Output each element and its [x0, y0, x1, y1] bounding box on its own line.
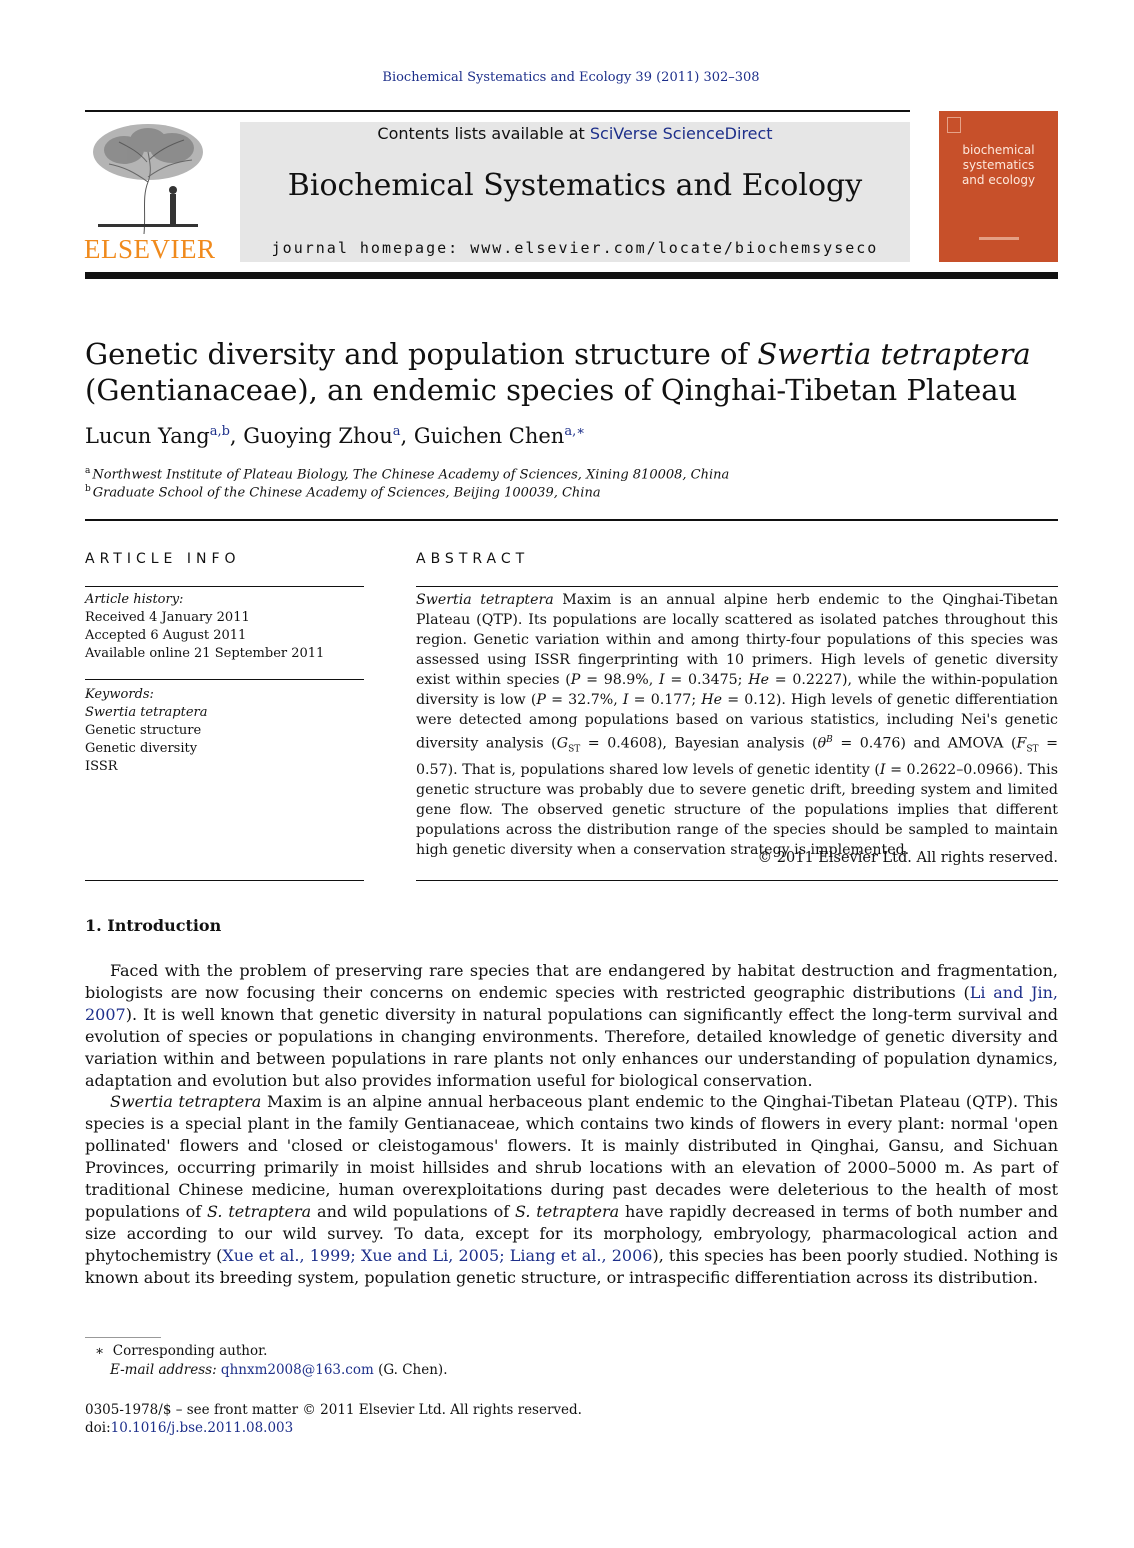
doi-line — [85, 1419, 582, 1437]
history-item: Received 4 January 2011 — [85, 610, 250, 625]
abstract-var: I — [622, 692, 629, 708]
abstract-species: Swertia tetraptera — [416, 592, 554, 608]
email-note — [110, 1362, 448, 1378]
author-affiliation-marker[interactable]: a,b — [209, 424, 230, 439]
section-rule — [85, 519, 1058, 521]
abstract-span: = 0.2227), while the within-population diversity is low ( — [416, 672, 1059, 708]
history-item: Available online 21 September 2011 — [85, 646, 325, 661]
abstract-var: P — [536, 692, 546, 708]
abstract-var: He — [748, 672, 769, 688]
paragraph-text: have rapidly decreased in terms of both number and size according to our wild survey. To data, except for its morphology, embryology, pharmacological action and phytochemistry ( — [85, 1202, 1059, 1265]
abstract-var: He — [701, 692, 723, 708]
affiliation-text: Graduate School of the Chinese Academy of Sciences, Beijing 100039, China — [92, 485, 601, 501]
abstract-span: = 0.3475; — [664, 672, 749, 688]
keywords-label: Keywords: — [85, 687, 154, 702]
paragraph-text: ). It is well known that genetic diversity in natural populations can significantly effect the long-term survival and evolution of species or populations in changing environments. Therefore, detailed knowledge of genetic diversity and variation within and between populations in rare plants not only enhances our understanding of population dynamics, adaptation and evolution but also provides information useful for biological conservation. — [85, 1005, 1058, 1090]
introduction-heading: 1. Introduction — [85, 916, 222, 935]
article-title — [85, 336, 1065, 408]
author-affiliation-marker[interactable]: a,∗ — [564, 424, 586, 439]
copyright-notice: © 2011 Elsevier Ltd. All rights reserved. — [757, 850, 1058, 866]
paragraph-text: ), this species has been poorly studied. Nothing is known about its breeding system, population genetic structure, or intraspecific differentiation across its distribution. — [85, 1246, 1058, 1287]
sciencedirect-link[interactable]: SciVerse ScienceDirect — [589, 124, 773, 143]
keywords — [85, 686, 365, 776]
keyword[interactable]: Genetic structure — [85, 723, 202, 738]
author-name[interactable]: Lucun Yang — [85, 424, 210, 448]
cover-title-line: biochemical — [962, 143, 1035, 157]
title-species: Swertia tetraptera — [757, 337, 1031, 371]
keyword[interactable]: ISSR — [85, 759, 118, 774]
elsevier-logo[interactable] — [84, 122, 216, 264]
abstract-var: G — [556, 735, 569, 752]
article-info-rule — [85, 880, 364, 881]
elsevier-mini-logo-icon — [947, 117, 961, 133]
paragraph-text: and wild populations of — [311, 1202, 515, 1221]
abstract-subscript: ST — [1026, 744, 1039, 755]
email-suffix: (G. Chen). — [373, 1362, 448, 1378]
history-item: Accepted 6 August 2011 — [85, 628, 247, 643]
abstract-span: = 0.476) and AMOVA ( — [832, 735, 1017, 752]
footnote-star: ∗ — [95, 1343, 105, 1359]
header-rule — [85, 110, 910, 112]
cover-title-line: systematics — [962, 158, 1035, 172]
author-list: Lucun Yang$^{a,b}$, Guoying Zhou$^a$, Guichen Chen$^{a,∗}$ — [85, 424, 586, 448]
paragraph-text: Faced with the problem of preserving rare species that are endangered by habitat destruction and fragmentation, biologists are now focusing their concerns on endemic species with restricted geographic distributions ( — [85, 961, 1058, 1002]
abstract-span: = 0.177; — [628, 692, 702, 708]
abstract-span: Maxim is an annual alpine herb endemic to the Qinghai-Tibetan Plateau (QTP). Its populations are locally scattered as isolated patches throughout this region. Genetic variation within and among thirty-four populations of this species was assessed using ISSR fingerprinting with 10 primers. High levels of genetic diversity exist within species ( — [416, 592, 1058, 688]
abstract-span: = 98.9%, — [580, 672, 660, 688]
abstract-var: I — [659, 672, 665, 688]
abstract-rule — [416, 586, 1058, 587]
contents-line — [240, 124, 910, 143]
affiliation-text: Northwest Institute of Plateau Biology, The Chinese Academy of Sciences, Xining 810008, China — [92, 467, 730, 483]
abstract-var: P — [570, 672, 581, 688]
abstract-var: I — [879, 761, 886, 778]
abstract-var: F — [1016, 735, 1027, 752]
intro-paragraph — [85, 960, 1058, 1092]
doi-link[interactable]: 10.1016/j.bse.2011.08.003 — [110, 1420, 294, 1436]
author-affiliation-marker[interactable]: a — [392, 424, 401, 439]
email-label: E-mail address: — [110, 1362, 221, 1378]
cover-title — [939, 143, 1058, 188]
abstract-span: = 0.2622–0.0966). This genetic structure was probably due to severe genetic drift, breeding system and limited gene flow. The observed genetic structure of the populations implies that different populations across the distribution range of the species should be sampled to maintain high genetic diversity when a conservation strategy is implemented. — [416, 761, 1058, 858]
abstract-var: θ — [817, 735, 827, 752]
intro-paragraph — [85, 1091, 1058, 1289]
citation-link[interactable]: Xue et al., 1999; Xue and Li, 2005; Liang et al., 2006 — [222, 1246, 653, 1265]
citation-link[interactable]: Li and Jin, 2007 — [85, 983, 1059, 1024]
affiliation — [85, 484, 601, 500]
footnote-text: Corresponding author. — [112, 1343, 268, 1359]
cover-title-line: and ecology — [961, 173, 1036, 187]
keyword[interactable]: Swertia tetraptera — [85, 705, 208, 720]
journal-name: Biochemical Systematics and Ecology — [287, 168, 863, 203]
doi-label: doi: — [85, 1420, 111, 1436]
paragraph-text: Maxim is an alpine annual herbaceous plant endemic to the Qinghai-Tibetan Plateau (QTP). This species is a special plant in the family Gentianaceae, which contains two kinds of flowers in every plant: normal 'open pollinated' flowers and 'closed or cleistogamous' flowers. It is mainly distributed in Qinghai, Gansu, and Sichuan Provinces, occurring primarily in moist hillsides and shrub locations with an elevation of 2000–5000 m. As part of traditional Chinese medicine, human overexploitations during past decades were deleterious to the health of most populations of — [85, 1092, 1058, 1221]
title-text: Genetic diversity and population structure of — [85, 337, 758, 371]
footnote-rule — [85, 1337, 161, 1338]
title-text-line2: (Gentianaceae), an endemic species of Qinghai-Tibetan Plateau — [85, 373, 1018, 407]
sciencedirect-cover-icon — [979, 235, 1019, 243]
affiliation — [85, 466, 729, 482]
front-matter-text: 0305-1978/$ – see front matter © 2011 Elsevier Ltd. All rights reserved. — [85, 1402, 582, 1418]
abstract-span: = 0.12). High levels of genetic differentiation were detected among populations based on various statistics, including Nei's genetic diversity analysis ( — [416, 692, 1058, 752]
abstract-rule — [416, 880, 1058, 881]
affiliation-marker: a — [85, 466, 91, 476]
author-name[interactable]: Guichen Chen — [413, 424, 565, 448]
abstract-heading: ABSTRACT — [416, 551, 530, 567]
article-info-heading: ARTICLE INFO — [85, 551, 241, 567]
journal-citation[interactable]: Biochemical Systematics and Ecology 39 (2011) 302–308 — [382, 70, 760, 85]
article-history — [85, 591, 365, 663]
journal-cover[interactable] — [939, 111, 1058, 262]
abstract-span: = 0.4608), Bayesian analysis ( — [580, 735, 818, 752]
keyword[interactable]: Genetic diversity — [85, 741, 198, 756]
header-thick-rule — [85, 272, 1058, 279]
email-link[interactable]: qhnxm2008@163.com — [220, 1362, 374, 1378]
abstract-superscript: B — [826, 735, 833, 745]
author-name[interactable]: Guoying Zhou — [243, 424, 393, 448]
history-label: Article history: — [85, 592, 184, 607]
journal-homepage[interactable]: journal homepage: www.elsevier.com/locate/biochemsyseco — [271, 239, 879, 257]
abstract-span: = 32.7%, — [545, 692, 623, 708]
abstract-text — [416, 590, 1058, 860]
affiliation-marker: b — [85, 484, 91, 494]
elsevier-wordmark: ELSEVIER — [84, 234, 216, 264]
tree-icon — [84, 122, 212, 234]
corresponding-author-note — [95, 1343, 267, 1359]
species-name: S. tetraptera — [207, 1202, 312, 1221]
abstract-subscript: ST — [568, 744, 581, 755]
article-info-rule — [85, 586, 364, 587]
front-matter — [85, 1401, 582, 1437]
journal-header — [240, 122, 910, 262]
contents-prefix: Contents lists available at — [377, 124, 590, 143]
species-name: S. tetraptera — [514, 1202, 620, 1221]
article-info-rule — [85, 679, 364, 680]
species-name: Swertia tetraptera — [110, 1092, 262, 1111]
abstract-span: = 0.57). That is, populations shared low levels of genetic identity ( — [416, 735, 1059, 778]
